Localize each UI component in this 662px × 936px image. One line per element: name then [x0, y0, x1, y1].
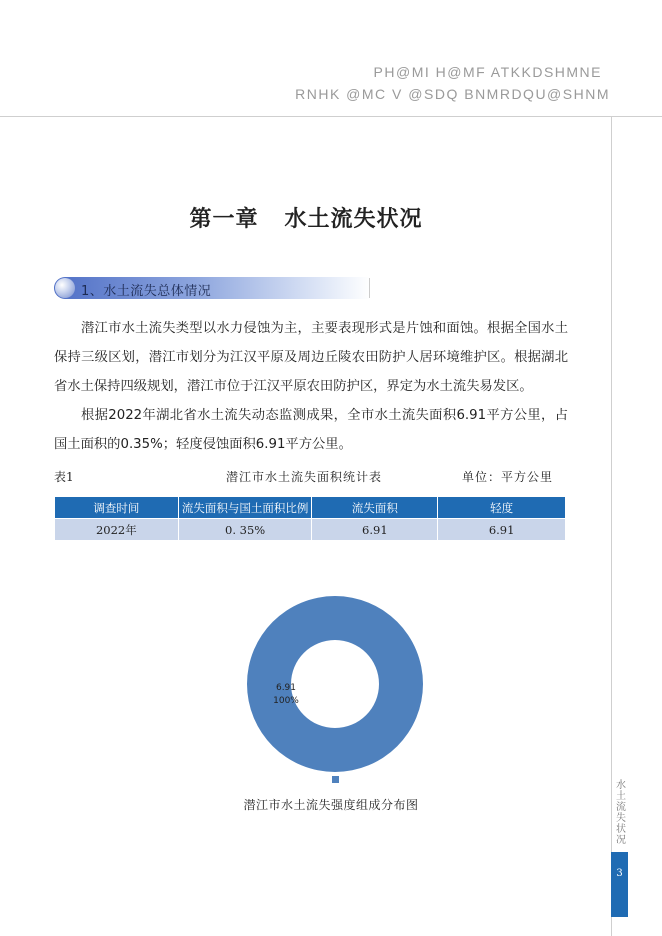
side-chapter-label: 水土流失状况 — [616, 780, 626, 846]
legend-swatch — [332, 776, 339, 783]
chapter-title: 第一章 水土流失状况 — [189, 207, 423, 232]
page-number-tab — [611, 852, 628, 917]
header-area-ratio: 流失面积与国土面积比例 — [178, 497, 312, 519]
cell-survey-time: 2022年 — [55, 519, 179, 541]
header-erosion-area: 流失面积 — [312, 497, 438, 519]
paragraph-2: 根据2022年湖北省水土流失动态监测成果，全市水土流失面积6.91平方公里，占国土面积的0.35%；轻度侵蚀面积6.91平方公里。 — [54, 408, 568, 452]
slice-value-label: 6.91 — [275, 683, 297, 693]
section-heading-bar-end — [369, 278, 370, 298]
side-divider — [611, 116, 612, 936]
table-title: 潜江市水土流失面积统计表 — [226, 470, 383, 484]
pie-slice-0 — [247, 596, 423, 772]
table-row — [55, 519, 566, 541]
chart-title: 潜江市水土流失强度组成分布图 — [243, 798, 419, 812]
cell-erosion-area: 6.91 — [312, 519, 438, 541]
page-number: 3 — [616, 868, 623, 879]
header-code-line-2: RNHK @MC V @SDQ BNMRDQU@SHNM — [295, 86, 610, 102]
cell-mild: 6.91 — [438, 519, 566, 541]
slice-percent-label: 100% — [273, 696, 299, 706]
cell-area-ratio: 0. 35% — [178, 519, 312, 541]
section-title: 1、水土流失总体情况 — [81, 284, 212, 299]
soil-erosion-table — [54, 496, 566, 541]
table-label: 表1 — [54, 470, 74, 484]
table-header-row — [55, 497, 566, 519]
header-code-line-1: PH@MI H@MF ATKKDSHMNE — [373, 64, 602, 80]
header-mild: 轻度 — [438, 497, 566, 519]
paragraph-1: 潜江市水土流失类型以水力侵蚀为主，主要表现形式是片蚀和面蚀。根据全国水土保持三级区划，潜江市划分为江汉平原及周边丘陵农田防护人居环境维护区。根据湖北省水土保持四级规划，潜江市位于江汉平原农田防护区，界定为水土流失易发区。 — [54, 321, 568, 394]
table-unit: 单位：平方公里 — [462, 470, 554, 484]
header-survey-time: 调查时间 — [55, 497, 179, 519]
section-bullet-icon — [55, 278, 75, 298]
header-divider — [0, 116, 662, 117]
